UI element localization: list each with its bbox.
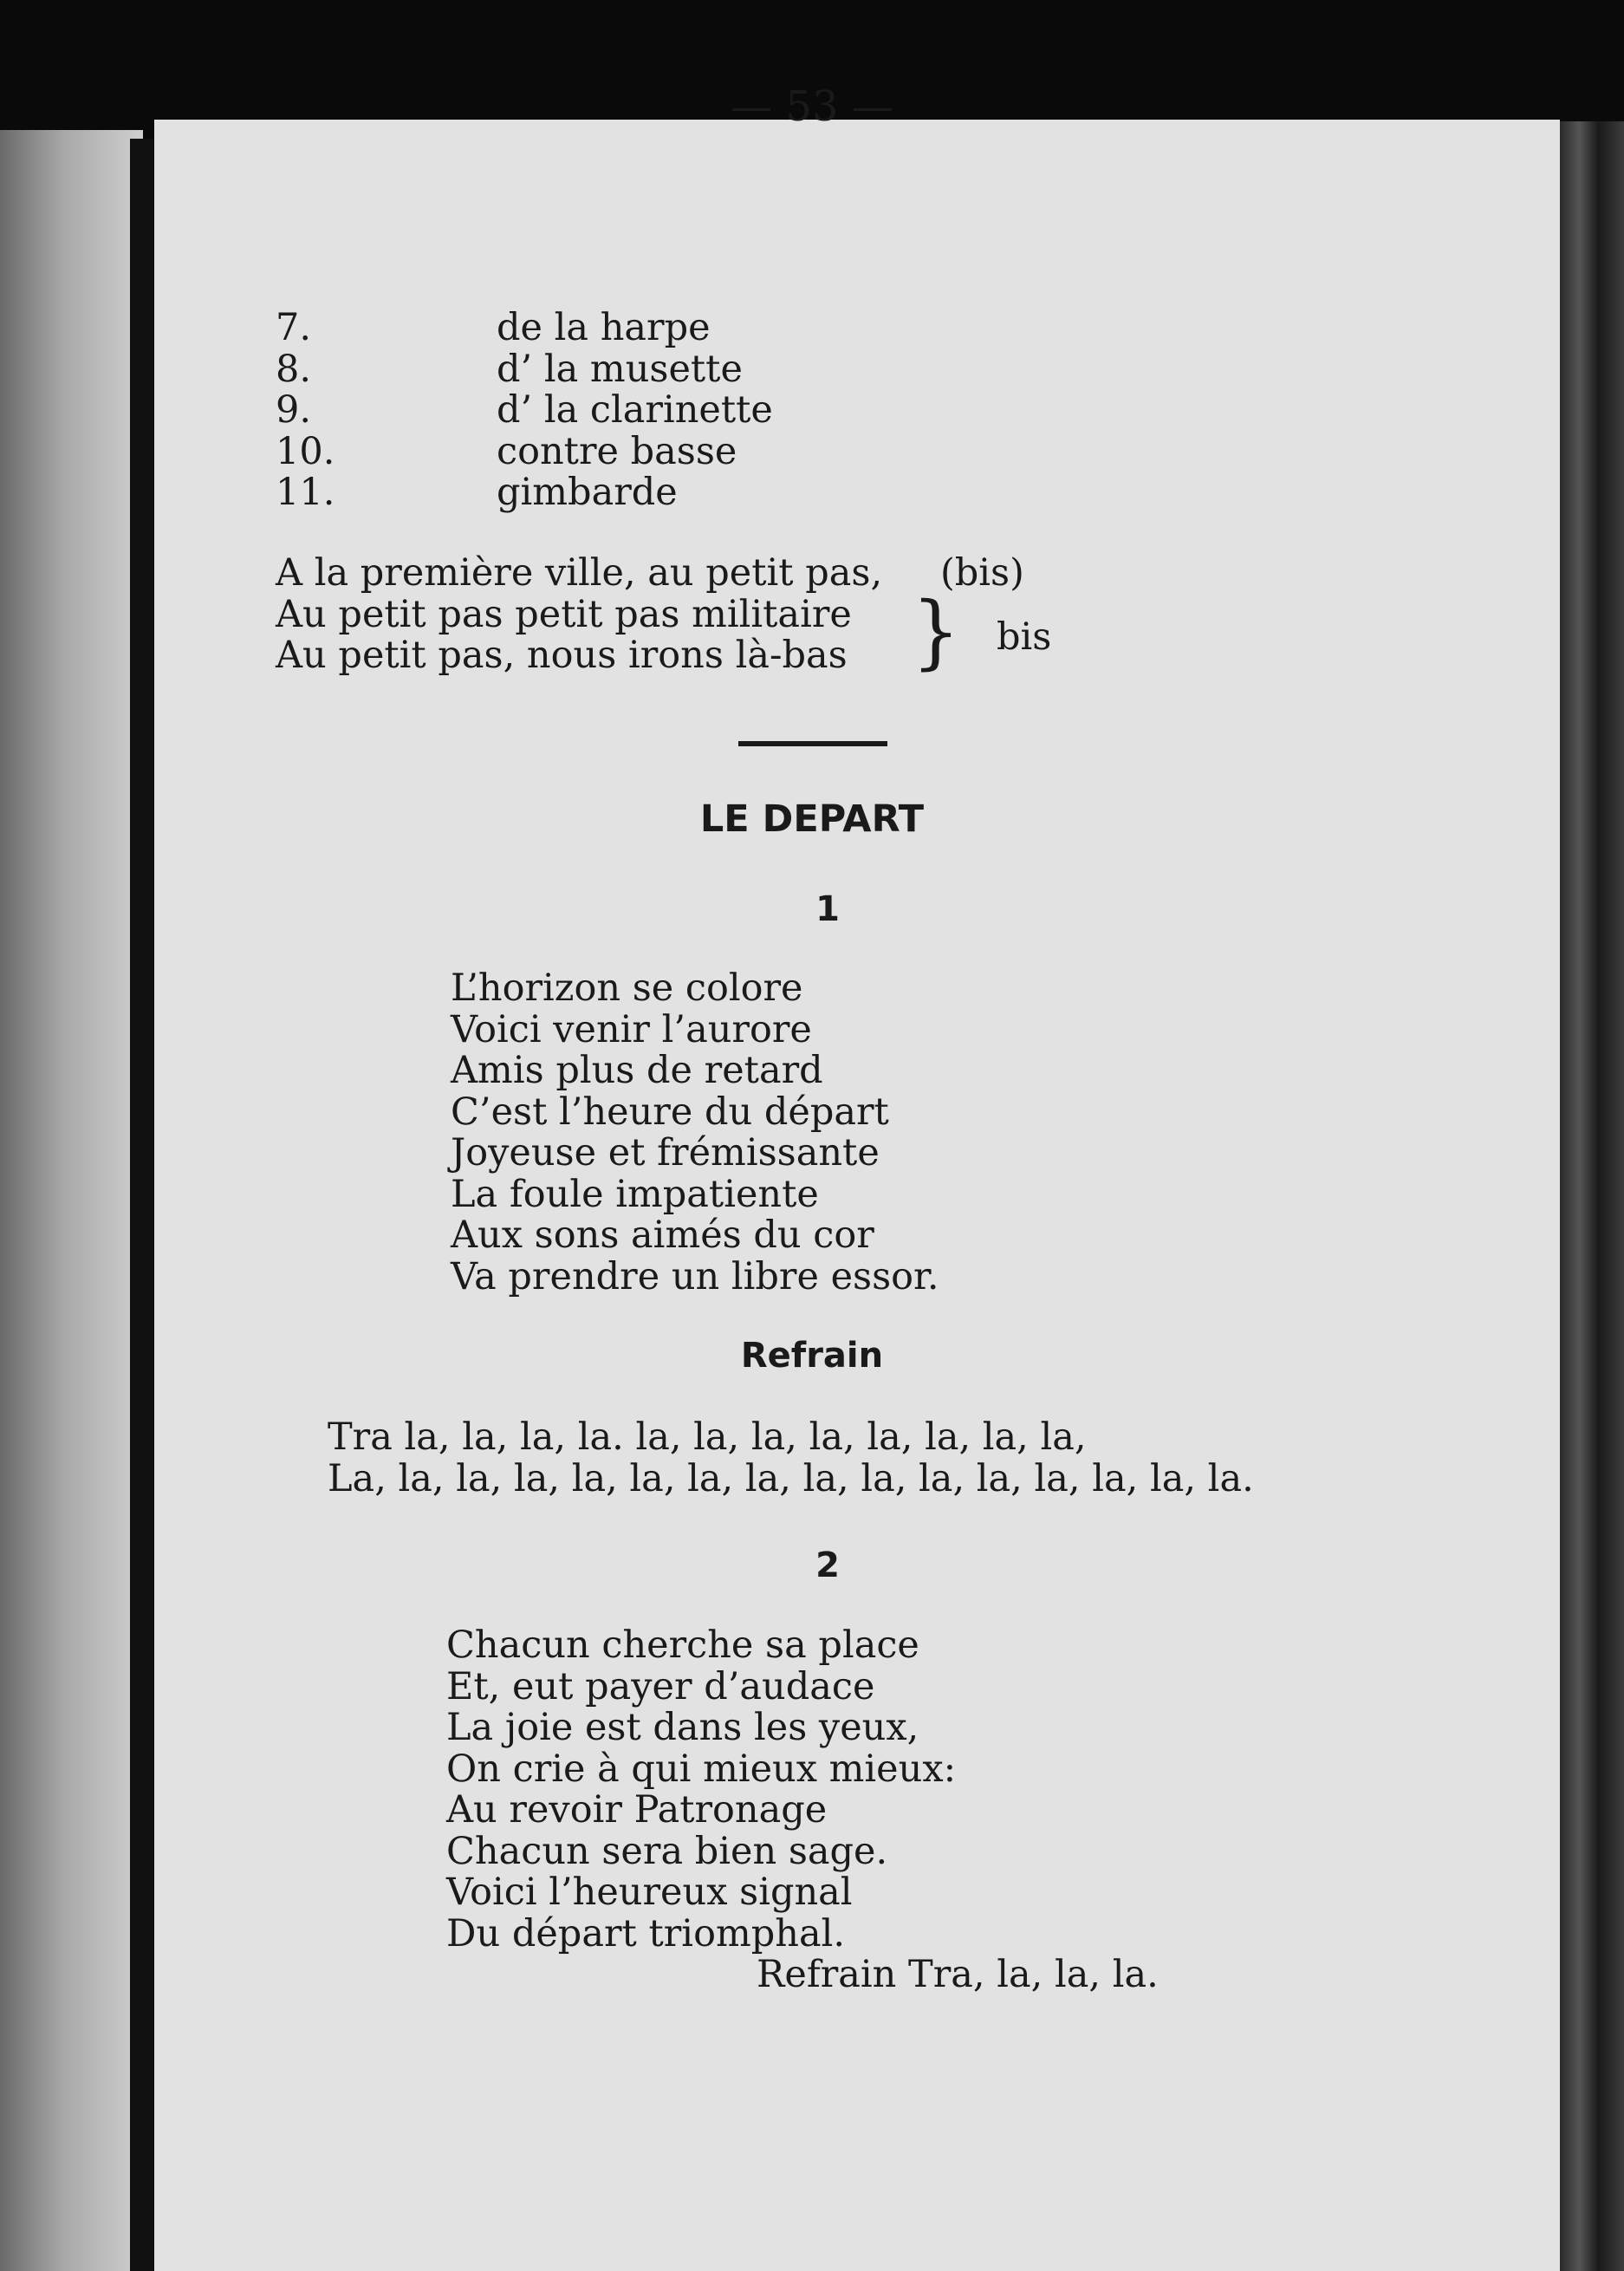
verse-line: Au revoir Patronage	[446, 1788, 828, 1832]
list-item: contre basse	[497, 429, 737, 473]
refrain-line: La, la, la, la, la, la, la, la, la, la, la, la, la, la, la, la.	[328, 1456, 1254, 1500]
verse-1	[451, 968, 939, 1298]
verse-line: La foule impatiente	[451, 1172, 819, 1216]
section-title: LE DEPART	[699, 797, 925, 841]
list-number: 7.	[276, 306, 312, 349]
list-item: d’ la clarinette	[497, 388, 773, 432]
verse-number: 2	[815, 1545, 840, 1585]
list-item: de la harpe	[497, 306, 711, 349]
refrain	[328, 1417, 1254, 1500]
list-number: 9.	[276, 388, 312, 432]
list-number: 11.	[276, 471, 335, 514]
page-number: — 53 —	[731, 82, 893, 131]
verse-line: Chacun sera bien sage.	[446, 1829, 888, 1873]
chorus-line: A la première ville, au petit pas,	[276, 551, 883, 595]
brace-glyph: }	[912, 584, 960, 679]
facing-page-edge	[0, 130, 143, 2271]
verse-number: 1	[815, 889, 840, 929]
verse-line: Aux sons aimés du cor	[451, 1214, 874, 1257]
verse-line: On crie à qui mieux mieux:	[446, 1747, 957, 1791]
chorus	[276, 553, 882, 677]
verse-line: Chacun cherche sa place	[446, 1624, 919, 1667]
verse-line: Amis plus de retard	[451, 1049, 823, 1092]
verse-line: Et, eut payer d’audace	[446, 1664, 875, 1708]
list-number: 10.	[276, 429, 335, 473]
chorus-line: Au petit pas petit pas militaire	[276, 592, 852, 636]
bis-inline: (bis)	[940, 551, 1024, 595]
refrain-heading: Refrain	[740, 1336, 884, 1376]
verse-line: Joyeuse et frémissante	[451, 1131, 880, 1175]
verse-line: Va prendre un libre essor.	[451, 1254, 939, 1298]
list-numbers	[276, 308, 335, 514]
list-items	[497, 308, 773, 514]
list-item: gimbarde	[497, 471, 678, 514]
verse-line: Du départ triomphal.	[446, 1911, 846, 1955]
verse-line: Voici l’heureux signal	[446, 1871, 853, 1914]
verse-line: La joie est dans les yeux,	[446, 1706, 919, 1749]
chorus-line: Au petit pas, nous irons là-bas	[276, 634, 848, 677]
verse-line: L’horizon se colore	[451, 966, 803, 1010]
bis-brace: bis	[997, 615, 1052, 659]
verse-line: Voici venir l’aurore	[451, 1007, 812, 1051]
list-item: d’ la musette	[497, 347, 743, 391]
section-divider	[738, 741, 887, 746]
refrain-tag: Refrain Tra, la, la, la.	[757, 1953, 1159, 1996]
book-gutter	[130, 139, 154, 2271]
verse-line: C’est l’heure du départ	[451, 1090, 889, 1134]
list-number: 8.	[276, 347, 312, 391]
verse-2	[446, 1625, 956, 1955]
page-stack-edge	[1560, 121, 1624, 2271]
refrain-line: Tra la, la, la, la. la, la, la, la, la, la, la, la,	[328, 1415, 1087, 1459]
